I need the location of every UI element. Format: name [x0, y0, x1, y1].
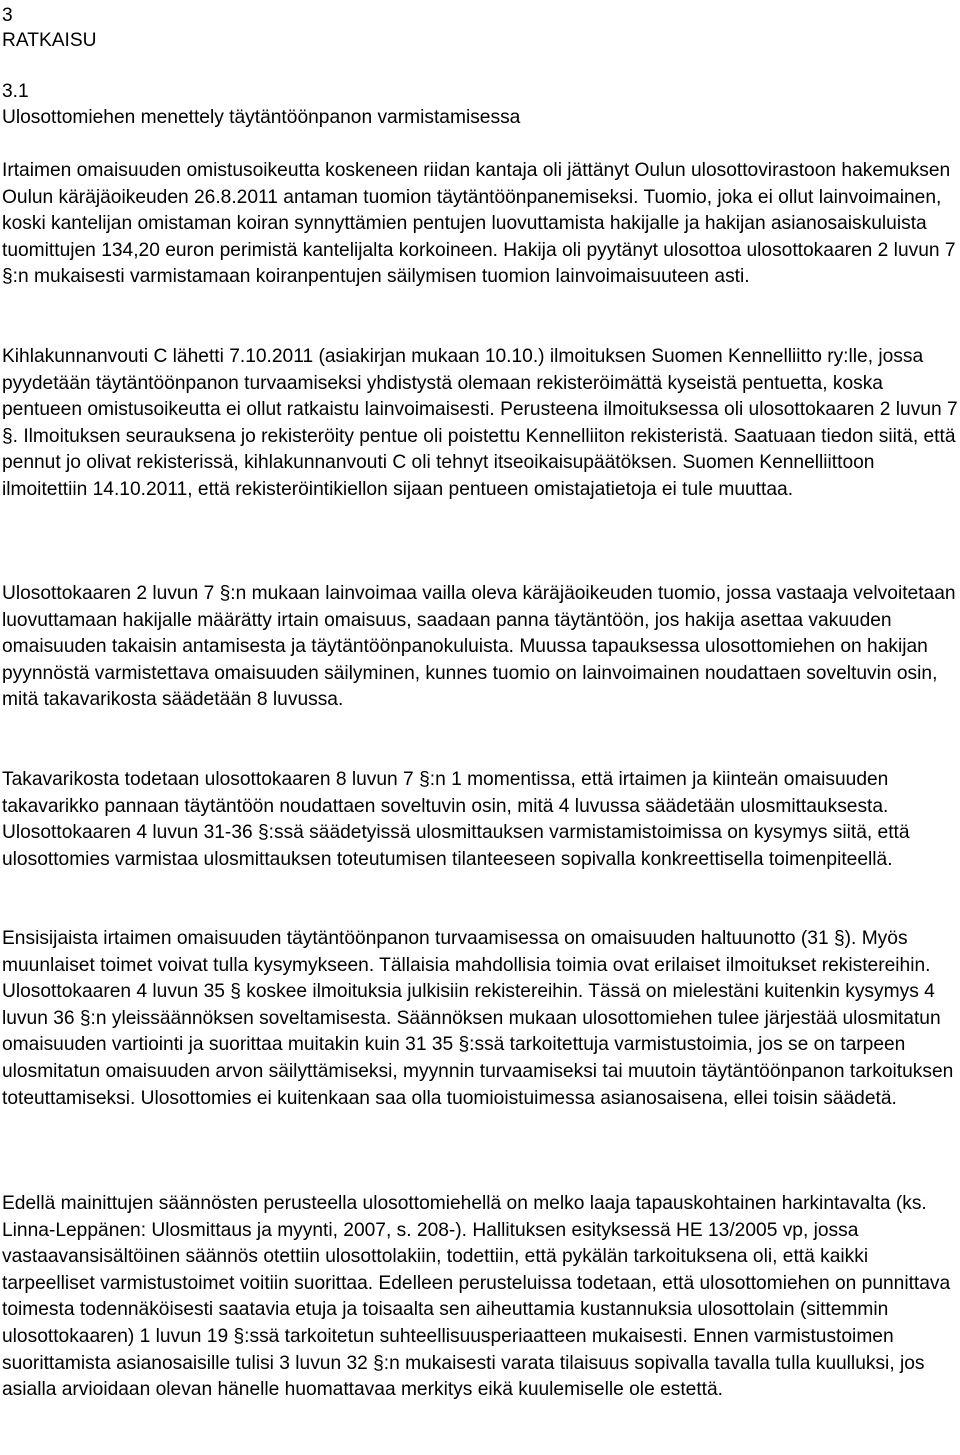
paragraph-5: Ensisijaista irtaimen omaisuuden täytäntöönpanon turvaamisessa on omaisuuden haltuunotto (31 §). Myös muunlaiset toimet voivat tulla kysymykseen. Tällaisia mahdollisia toimia ovat erilaiset ilmoitukset rekistereihin. Ulosottokaaren 4 luvun 35 § koskee ilmoituksia julkisiin rekistereihin. Tässä on mielestäni kuitenkin kysymys 4 luvun 36 §:n yleissäännöksen soveltamisesta. Säännöksen mukaan ulosottomiehen tulee järjestää ulosmitatun omaisuuden vartiointi ja suorittaa muitakin kuin 31 35 §:ssä tarkoitettuja varmistustoimia, jos se on tarpeen ulosmitatun omaisuuden arvon säilyttämiseksi, myynnin turvaamiseksi tai muutoin täytäntöönpanon tarkoituksen toteuttamiseksi. Ulosottomies ei kuitenkaan saa olla tuomioistuimessa asianosaisena, ellei toisin säädetä.: [2, 928, 954, 1109]
paragraph-3: Ulosottokaaren 2 luvun 7 §:n mukaan lainvoimaa vailla oleva käräjäoikeuden tuomio, jossa vastaaja velvoitetaan luovuttamaan hakijalle määrätty irtain omaisuus, saadaan panna täytäntöön, jos hakija asettaa vakuuden omaisuuden takaisin antamisesta ja täytäntöönpanokuluista. Muussa tapauksessa ulosottomiehen on hakijan pyynnöstä varmistettava omaisuuden säilyminen, kunnes tuomio on lainvoimainen noudattaen soveltuvin osin, mitä takavarikosta säädetään 8 luvussa.: [2, 583, 956, 711]
paragraph-2: Kihlakunnanvouti C lähetti 7.10.2011 (asiakirjan mukaan 10.10.) ilmoituksen Suomen Kennelliitto ry:lle, jossa pyydetään täytäntöönpanon turvaamiseksi yhdistystä olemaan rekisteröimättä kyseistä pentuetta, koska pentueen omistusoikeutta ei ollut ratkaistu lainvoimaisesti. Perusteena ilmoituksessa oli ulosottokaaren 2 luvun 7 §. Ilmoituksen seurauksena jo rekisteröity pentue oli poistettu Kennelliiton rekisteristä. Saatuaan tiedon siitä, että pennut jo olivat rekisterissä, kihlakunnanvouti C oli tehnyt itseoikaisupäätöksen. Suomen Kennelliittoon ilmoitettiin 14.10.2011, että rekisteröintikiellon sijaan pentueen omistajatietoja ei tule muuttaa.: [2, 346, 958, 500]
chapter-title: RATKAISU: [2, 30, 97, 51]
paragraph-1: Irtaimen omaisuuden omistusoikeutta koskeneen riidan kantaja oli jättänyt Oulun ulosottovirastoon hakemuksen Oulun käräjäoikeuden 26.8.2011 antaman tuomion täytäntöönpanemiseksi. Tuomio, joka ei ollut lainvoimainen, koski kantelijan omistaman koiran synnyttämien pentujen luovuttamista hakijalle ja hakijan asianosaiskuluista tuomittujen 134,20 euron perimistä kantelijalta korkoineen. Hakija oli pyytänyt ulosottoa ulosottokaaren 2 luvun 7 §:n mukaisesti varmistamaan koiranpentujen säilymisen tuomion lainvoimaisuuteen asti.: [2, 160, 956, 288]
paragraph-6: Edellä mainittujen säännösten perusteella ulosottomiehellä on melko laaja tapauskohtainen harkintavalta (ks. Linna-Leppänen: Ulosmittaus ja myynti, 2007, s. 208-). Hallituksen esityksessä HE 13/2005 vp, jossa vastaavansisältöinen säännös otettiin ulosottolakiin, todettiin, että pykälän tarkoituksena oli, että kaikki tarpeelliset varmistustoimet voitiin suorittaa. Edelleen perusteluissa todetaan, että ulosottomiehen on punnittava toimesta todennäköisesti saatavia etuja ja toisaalta sen aiheuttamia kustannuksia ulosottolain (sittemmin ulosottokaaren) 1 luvun 19 §:ssä tarkoitetun suhteellisuusperiaatteen mukaisesti. Ennen varmistustoimen suorittamista asianosaisille tulisi 3 luvun 32 §:n mukaisesti varata tilaisuus sopivalla tavalla tulla kuulluksi, jos asialla arvioidaan olevan hänelle huomattavaa merkitys eikä kuulemiselle ole estettä.: [2, 1193, 951, 1401]
section-number: 3.1: [2, 81, 29, 102]
paragraph-4: Takavarikosta todetaan ulosottokaaren 8 luvun 7 §:n 1 momentissa, että irtaimen ja kiinteän omaisuuden takavarikko pannaan täytäntöön noudattaen soveltuvin osin, mitä 4 luvussa säädetään ulosmittauksesta. Ulosottokaaren 4 luvun 31-36 §:ssä säädetyissä ulosmittauksen varmistamistoimissa on kysymys siitä, että ulosottomies varmistaa ulosmittauksen toteutumisen tilanteeseen sopivalla konkreettisella toimenpiteellä.: [2, 769, 910, 870]
section-title: Ulosottomiehen menettely täytäntöönpanon varmistamisessa: [2, 107, 521, 128]
chapter-number: 3: [2, 5, 13, 26]
